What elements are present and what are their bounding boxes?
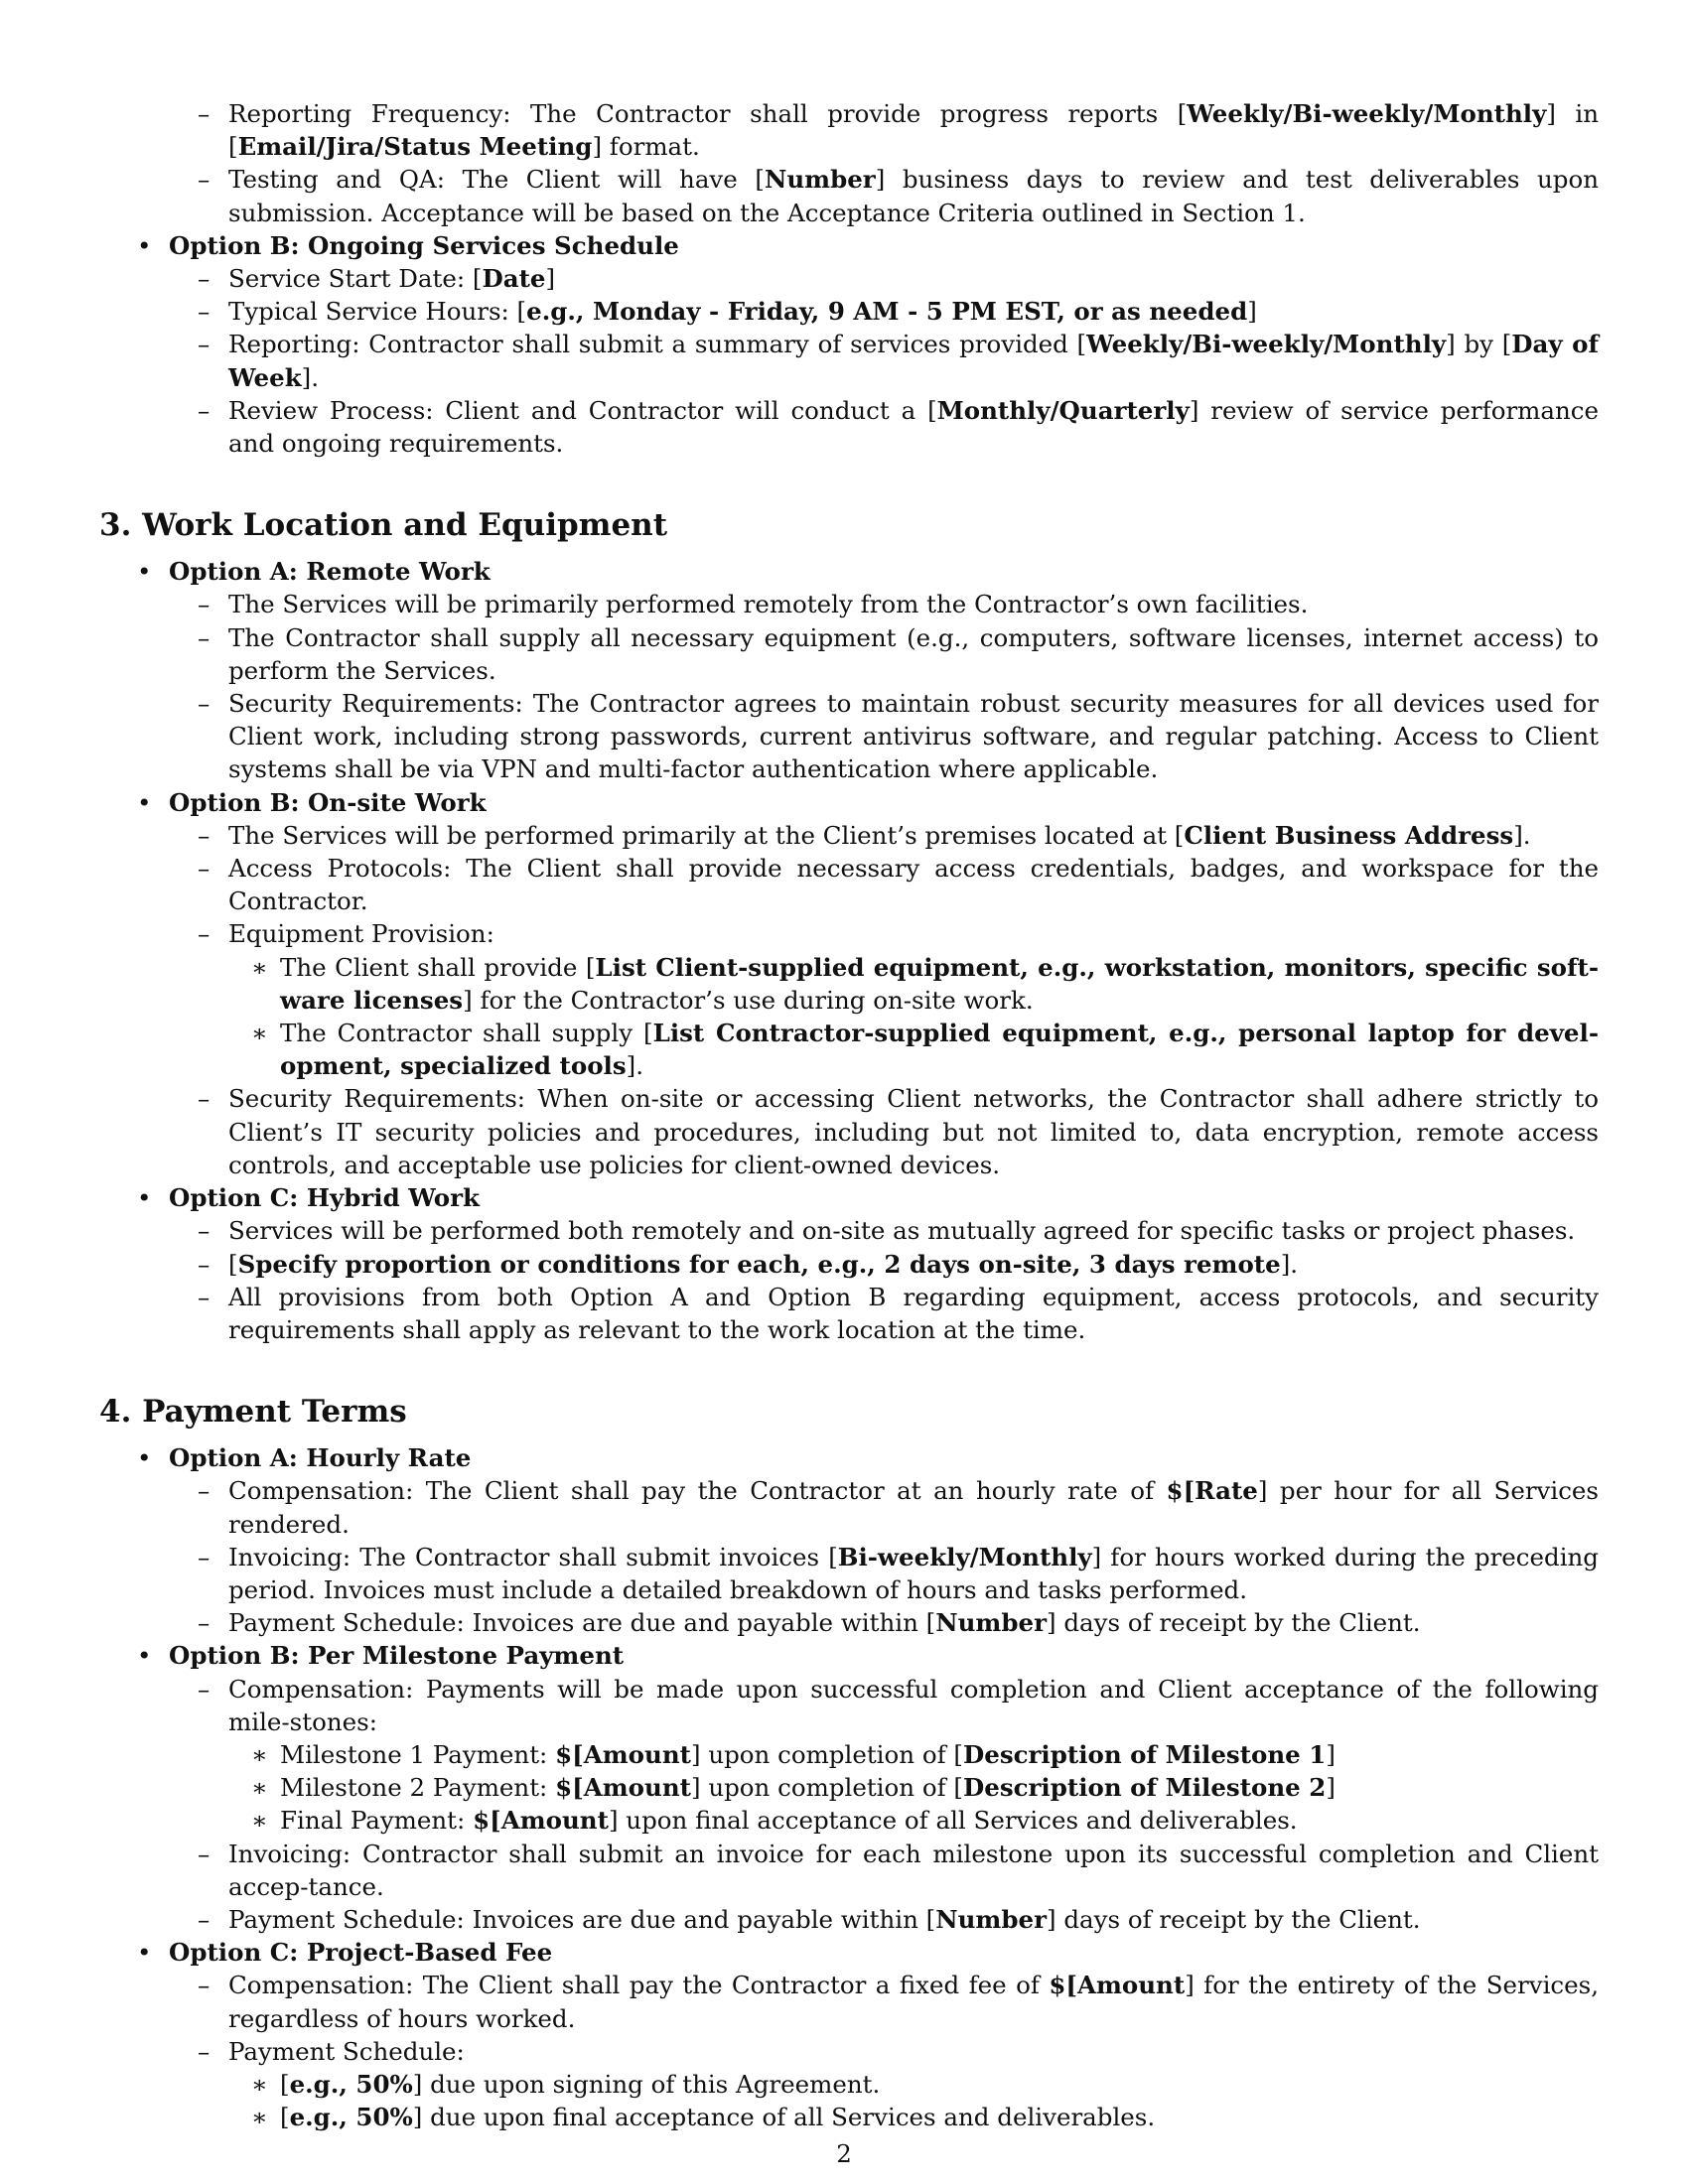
list-item: – All provisions from both Option A and Option B regarding equipment, access protocols, and security requirements shall apply as relevant to the work location at the time. — [198, 1282, 1599, 1344]
option-heading: • Option B: On-site Work — [99, 786, 1599, 819]
list-item: – Typical Service Hours: [e.g., Monday - Friday, 9 AM - 5 PM EST, or as needed] — [99, 295, 1599, 328]
sub-list-item: ∗ [e.g., 50%] due upon signing of this Agreement. — [99, 2068, 1599, 2101]
option-heading: • Option B: Per Milestone Payment — [99, 1639, 1599, 1672]
bullet-dot: • — [137, 787, 152, 817]
list-item: – The Services will be primarily performed remotely from the Contractor’s own facilities. — [99, 588, 1599, 620]
list-item: – Compensation: The Client shall pay the Contractor at an hourly rate of $[Rate] per hour for all Services rendered. — [198, 1476, 1599, 1539]
dash-bullet: – — [198, 1839, 211, 1868]
dash-bullet: – — [198, 165, 211, 195]
dash-bullet: – — [198, 1084, 211, 1114]
list-item: – Payment Schedule: — [99, 2035, 1599, 2068]
list-item: – Invoicing: The Contractor shall submit invoices [Bi-weekly/Monthly] for hours worked during the preceding period. Invoices must include a detailed breakdown of hours and tasks performed. — [198, 1542, 1599, 1604]
sub-list-item: ∗ [e.g., 50%] due upon final acceptance of all Services and deliverables. — [99, 2101, 1599, 2133]
dash-bullet: – — [198, 1282, 211, 1311]
list-item: – Invoicing: Contractor shall submit an invoice for each milestone upon its successful completion and Client accep-tance. — [198, 1839, 1599, 1901]
sub-list-item: ∗ The Client shall provide [List Client-supplied equipment, e.g., workstation, monitors, specific soft-ware licenses] for the Contractor’s use during on-site work. — [251, 952, 1599, 1015]
dash-bullet: – — [198, 264, 211, 294]
dash-bullet: – — [198, 1904, 211, 1934]
dash-bullet: – — [198, 1216, 211, 1246]
asterisk-bullet: ∗ — [251, 2069, 268, 2099]
list-item: – Review Process: Client and Contractor will conduct a [Monthly/Quarterly] review of service performance and ongoing requirements. — [198, 395, 1599, 459]
sub-list-item: ∗ Milestone 2 Payment: $[Amount] upon completion of [Description of Milestone 2] — [99, 1771, 1599, 1804]
dash-bullet: – — [198, 1249, 211, 1279]
dash-bullet: – — [198, 1971, 211, 2000]
dash-bullet: – — [198, 2036, 211, 2066]
list-item: – Compensation: Payments will be made upon successful completion and Client acceptance of the following mile-stones: — [198, 1674, 1599, 1736]
asterisk-bullet: ∗ — [251, 1019, 268, 1048]
dash-bullet: – — [198, 689, 211, 719]
dash-bullet: – — [198, 297, 211, 327]
sub-list-item: ∗ Final Payment: $[Amount] upon final acceptance of all Services and deliverables. — [99, 1804, 1599, 1837]
dash-bullet: – — [198, 919, 211, 949]
section-3-heading: 3. Work Location and Equipment — [99, 507, 668, 544]
option-heading: • Option C: Project-Based Fee — [99, 1936, 1599, 1969]
list-item: – Security Requirements: When on-site or accessing Client networks, the Contractor shall adhere strictly to Client’s IT security policies and procedures, including but not limited to, data encryption, remote access controls, and acceptable use policies for client-owned devices. — [198, 1084, 1599, 1179]
sub-list-item: ∗ Milestone 1 Payment: $[Amount] upon completion of [Description of Milestone 1] — [99, 1738, 1599, 1771]
asterisk-bullet: ∗ — [251, 1773, 268, 1803]
dash-bullet: – — [198, 1476, 211, 1506]
list-item: – Equipment Provision: — [99, 917, 1599, 950]
bullet-dot: • — [137, 1938, 152, 1968]
list-item: – Payment Schedule: Invoices are due and payable within [Number] days of receipt by the Client. — [99, 1606, 1599, 1639]
option-heading: • Option A: Remote Work — [99, 555, 1599, 588]
list-item: – The Services will be performed primarily at the Client’s premises located at [Client Business Address]. — [99, 819, 1599, 852]
bullet-dot: • — [137, 1641, 152, 1671]
dash-bullet: – — [198, 330, 211, 359]
list-item: – Security Requirements: The Contractor agrees to maintain robust security measures for all devices used for Client work, including strong passwords, current antivirus software, and regular patching. Access to Client systems shall be via VPN and multi-factor authentication where applicable. — [198, 689, 1599, 784]
asterisk-bullet: ∗ — [251, 1806, 268, 1836]
asterisk-bullet: ∗ — [251, 2103, 268, 2132]
list-item: – Services will be performed both remotely and on-site as mutually agreed for specific tasks or project phases. — [99, 1214, 1599, 1247]
dash-bullet: – — [198, 854, 211, 884]
page-number: 2 — [836, 2139, 852, 2168]
dash-bullet: – — [198, 1608, 211, 1638]
bullet-dot: • — [137, 1183, 152, 1213]
list-item: – Compensation: The Client shall pay the Contractor a fixed fee of $[Amount] for the entirety of the Services, regardless of hours worked. — [198, 1971, 1599, 2033]
dash-bullet: – — [198, 590, 211, 619]
list-item: – [Specify proportion or conditions for each, e.g., 2 days on-site, 3 days remote]. — [99, 1248, 1599, 1281]
list-item: – Access Protocols: The Client shall provide necessary access credentials, badges, and workspace for the Contractor. — [198, 854, 1599, 916]
sub-list-item: ∗ The Contractor shall supply [List Contractor-supplied equipment, e.g., personal laptop for devel-opment, specialized tools]. — [251, 1019, 1599, 1081]
option-heading: • Option C: Hybrid Work — [99, 1181, 1599, 1214]
dash-bullet: – — [198, 1542, 211, 1571]
list-item: – Testing and QA: The Client will have [Number] business days to review and test deliverables upon submission. Acceptance will be based on the Acceptance Criteria outlined in Section 1. — [198, 165, 1599, 227]
bullet-dot: • — [137, 230, 152, 260]
list-item: – Reporting Frequency: The Contractor shall provide progress reports [Weekly/Bi-weekly/Monthly] in [Email/Jira/Status Meeting] format. — [198, 99, 1599, 162]
bullet-dot: • — [137, 1443, 152, 1473]
dash-bullet: – — [198, 622, 211, 652]
list-item: – Reporting: Contractor shall submit a summary of services provided [Weekly/Bi-weekly/Monthly] by [Day of Week]. — [198, 330, 1599, 392]
list-item: – Payment Schedule: Invoices are due and payable within [Number] days of receipt by the Client. — [99, 1903, 1599, 1936]
asterisk-bullet: ∗ — [251, 952, 268, 982]
list-item: – Service Start Date: [Date] — [99, 262, 1599, 295]
dash-bullet: – — [198, 820, 211, 850]
asterisk-bullet: ∗ — [251, 1739, 268, 1769]
document-body — [99, 97, 1599, 2133]
dash-bullet: – — [198, 395, 211, 425]
list-item: – The Contractor shall supply all necessary equipment (e.g., computers, software licenses, internet access) to perform the Services. — [198, 622, 1599, 685]
option-heading: • Option B: Ongoing Services Schedule — [99, 229, 1599, 262]
dash-bullet: – — [198, 99, 211, 128]
option-heading: • Option A: Hourly Rate — [99, 1441, 1599, 1474]
dash-bullet: – — [198, 1674, 211, 1704]
bullet-dot: • — [137, 557, 152, 587]
section-4-heading: 4. Payment Terms — [99, 1394, 407, 1431]
